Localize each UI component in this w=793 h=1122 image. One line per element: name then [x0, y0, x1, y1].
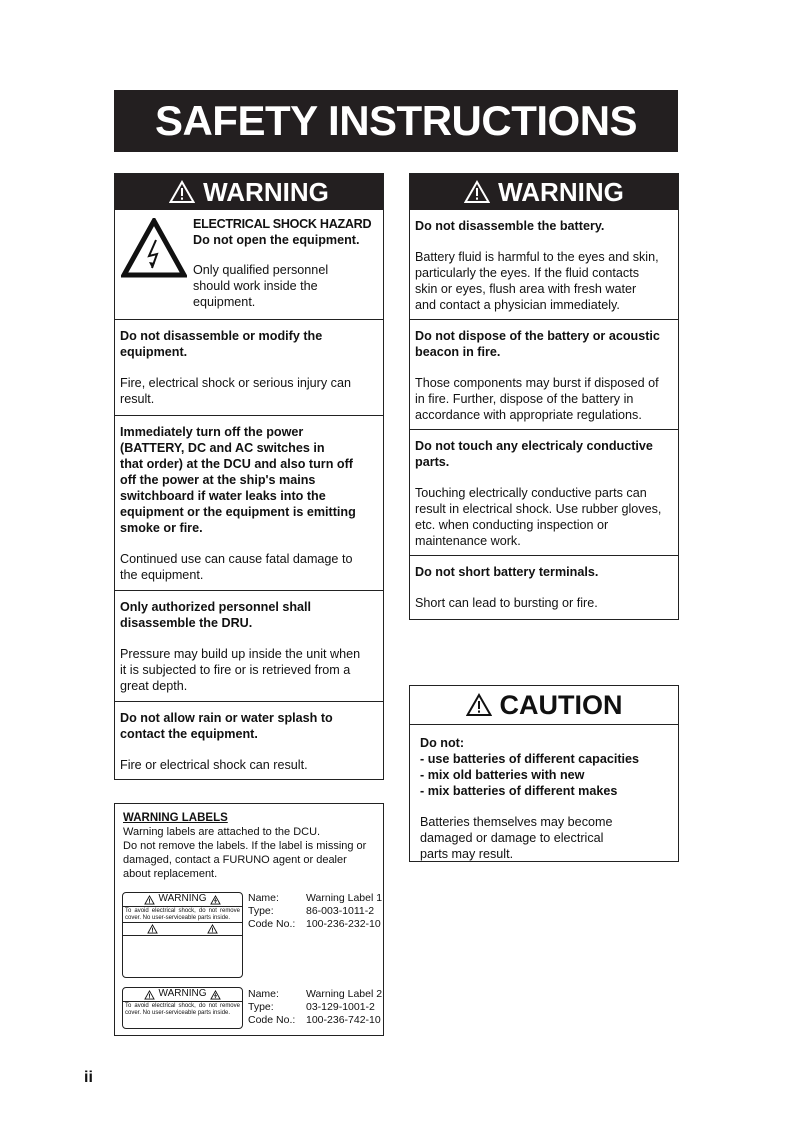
section-body: Touching electrically conductive parts can result in electrical shock. Use rubber gloves, etc. when conducting inspection or maintenance work.	[415, 486, 662, 548]
label-code: 100-236-232-10	[306, 918, 381, 930]
right-warning-header	[410, 174, 678, 210]
section-heading: Do not short battery terminals.	[415, 565, 599, 579]
caution-body-text: Batteries themselves may become damaged or damage to electrical parts may result.	[420, 815, 613, 861]
label-name: Warning Label 1	[306, 892, 383, 904]
section-heading: Do not disassemble or modify the equipment.	[120, 329, 323, 359]
left-warning-section	[115, 319, 383, 415]
electrical-shock-icon	[210, 895, 221, 905]
meta-key: Code No.:	[248, 918, 296, 930]
section-heading: Do not dispose of the battery or acoustic beacon in fire.	[415, 329, 660, 359]
section-body: Short can lead to bursting or fire.	[415, 596, 598, 610]
title-banner	[114, 90, 678, 152]
left-warning-section	[115, 590, 383, 701]
meta-key: Name:	[248, 988, 279, 1000]
section-body: Those components may burst if disposed of in fire. Further, dispose of the battery in accordance with appropriate regulations.	[415, 376, 659, 422]
left-warning-section	[115, 701, 383, 779]
label-text: To avoid electrical shock, do not remove cover. No user-serviceable parts inside.	[125, 908, 240, 921]
warning-labels-body: Warning labels are attached to the DCU. Do not remove the labels. If the label is missing or damaged, contact a FURUNO agent or dealer about replacement.	[123, 826, 367, 880]
section-heading: Do not touch any electricaly conductive parts.	[415, 439, 653, 469]
section-body: Battery fluid is harmful to the eyes and skin, particularly the eyes. If the fluid contacts skin or eyes, flush area with fresh water and contact a physician immediately.	[415, 250, 659, 312]
section-body: Pressure may build up inside the unit when it is subjected to fire or is retrieved from a great depth.	[120, 647, 361, 693]
section-heading: Only authorized personnel shall disassemble the DRU.	[120, 600, 312, 630]
right-warning-section	[410, 319, 678, 429]
warning-triangle-icon	[464, 180, 490, 204]
warning-triangle-icon	[466, 693, 492, 717]
label-name: Warning Label 2	[306, 988, 383, 1000]
label-header: WARNING	[158, 988, 207, 1000]
page-number: ii	[84, 1069, 93, 1086]
warning-labels-title: WARNING LABELS	[123, 812, 228, 824]
right-warning-panel	[409, 173, 679, 620]
label-type: 03-129-1001-2	[306, 1001, 375, 1013]
warning-labels-box	[114, 803, 384, 1036]
left-warning-panel	[114, 173, 384, 780]
section-body: Fire or electrical shock can result.	[120, 758, 308, 772]
warning-triangle-icon	[144, 990, 155, 1000]
label-code: 100-236-742-10	[306, 1014, 381, 1026]
label-2-meta	[248, 988, 382, 1027]
left-warning-section	[115, 415, 383, 590]
meta-key: Name:	[248, 892, 279, 904]
meta-key: Code No.:	[248, 1014, 296, 1026]
electrical-shock-icon	[210, 990, 221, 1000]
warning-triangle-icon	[207, 924, 218, 934]
caution-panel	[409, 685, 679, 862]
shock-hazard-subheading: Do not open the equipment.	[193, 233, 360, 247]
warning-label-1	[122, 892, 243, 978]
section-body: Continued use can cause fatal damage to the equipment.	[120, 552, 353, 582]
right-warning-section	[410, 429, 678, 555]
shock-hazard-body: Only qualified personnel should work inside the equipment.	[193, 263, 329, 309]
right-warning-section	[410, 210, 678, 319]
section-heading: Immediately turn off the power (BATTERY, DC and AC switches in that order) at the DCU and also turn off off the power at the ship's mains switchboard if water leaks into the equipment or the equipment is emitting smoke or fire.	[120, 425, 356, 535]
shock-hazard-section	[115, 210, 383, 319]
warning-label-2	[122, 987, 243, 1029]
label-header: WARNING	[158, 893, 207, 905]
section-heading: Do not allow rain or water splash to contact the equipment.	[120, 711, 333, 741]
shock-hazard-heading: ELECTRICAL SHOCK HAZARD	[193, 217, 372, 231]
page-title: SAFETY INSTRUCTIONS	[154, 97, 638, 144]
warning-triangle-icon	[144, 895, 155, 905]
label-type: 86-003-1011-2	[306, 905, 375, 917]
left-warning-title: WARNING	[203, 176, 329, 207]
caution-heading: Do not: - use batteries of different capacities - mix old batteries with new - mix batteries of different makes	[420, 736, 640, 798]
warning-triangle-icon	[147, 924, 158, 934]
section-body: Fire, electrical shock or serious injury can result.	[120, 376, 351, 406]
caution-title: CAUTION	[499, 689, 623, 720]
meta-key: Type:	[248, 905, 274, 917]
right-warning-title: WARNING	[498, 176, 624, 207]
label-1-meta	[248, 892, 382, 931]
caution-header	[410, 686, 678, 725]
label-text: To avoid electrical shock, do not remove cover. No user-serviceable parts inside.	[125, 1003, 240, 1016]
left-warning-header	[115, 174, 383, 210]
section-heading: Do not disassemble the battery.	[415, 219, 605, 233]
electrical-shock-icon	[115, 210, 193, 319]
meta-key: Type:	[248, 1001, 274, 1013]
right-warning-section	[410, 555, 678, 619]
warning-triangle-icon	[169, 180, 195, 204]
